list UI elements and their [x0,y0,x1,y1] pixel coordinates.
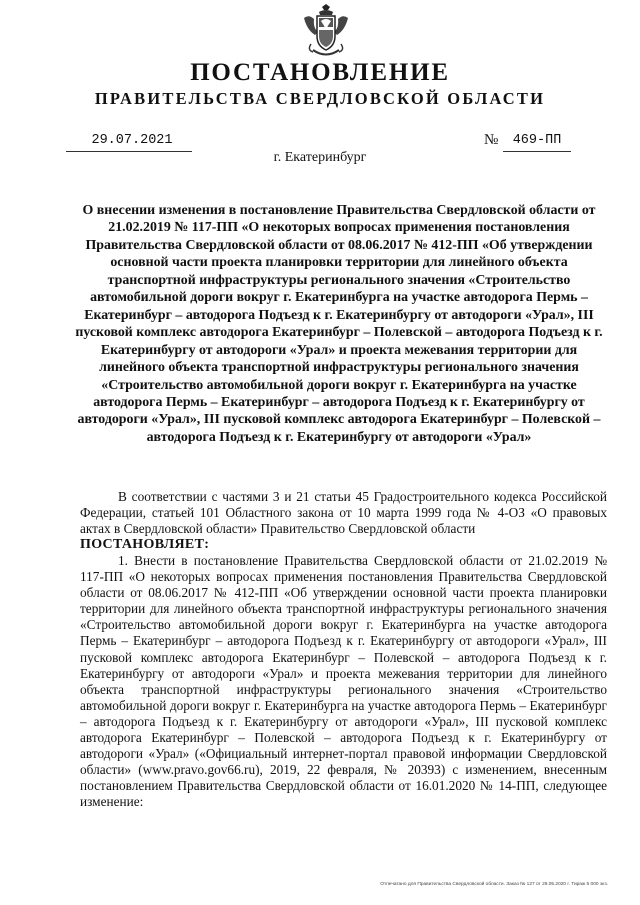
print-footer: Отпечатано для Правительства Свердловской области. Заказ № 127 от 29.05.2020 г. Тираж 5 000 экз. [380,882,608,887]
number-sign: № [484,132,499,148]
coat-of-arms-icon [301,4,351,58]
city-name: г. Екатеринбург [273,150,367,165]
clause-1-paragraph: 1. Внести в постановление Правительства Свердловской области от 21.02.2019 № 117-ПП «О некоторых вопросах применения постановления Правительства Свердловской области от 08.06.2017 № 412-ПП «Об утверждении основной части проекта планировки территории для линейного объекта транспортной инфраструктуры регионального значения «Строительство автомобильной дороги вокруг г. Екатеринбурга на участке автодорога Пермь – Екатеринбург – автодорога Подъезд к г. Екатеринбургу от автодороги «Урал», III пусковой комплекс автодорога Екатеринбург – Полевской – автодорога Подъезд к г. Екатеринбургу от автодороги «Урал» и проекта межевания территории для линейного объекта транспортной инфраструктуры регионального значения «Строительство автомобильной дороги вокруг г. Екатеринбурга на участке автодорога Пермь – Екатеринбург – автодорога Подъезд к г. Екатеринбургу от автодороги «Урал», III пусковой комплекс автодорога Екатеринбург – Полевской – автодорога Подъезд к г. Екатеринбургу от автодороги «Урал» («Официальный интернет-портал правовой информации Свердловской области» (www.pravo.gov66.ru), 2019, 22 февраля, № 20393) с изменением, внесенным постановлением Правительства Свердловской области от 16.01.2020 № 14-ПП, следующее изменение: [80,553,607,810]
issuing-authority: ПРАВИТЕЛЬСТВА СВЕРДЛОВСКОЙ ОБЛАСТИ [94,89,546,108]
preamble-paragraph: В соответствии с частями 3 и 21 статьи 45 Градостроительного кодекса Российской Федерации, статьей 101 Областного закона от 10 марта 1999 года № 4-ОЗ «О правовых актах в Свердловской области» Правительство Свердловской области [80,489,607,536]
document-date: 29.07.2021 [91,133,173,148]
document-heading: О внесении изменения в постановление Правительства Свердловской области от 21.02.2019 № 117-ПП «О некоторых вопросах применения постановления Правительства Свердловской области от 08.06.2017 № 412-ПП «Об утверждении основной части проекта планировки территории для линейного объекта транспортной инфраструктуры регионального значения «Строительство автомобильной дороги вокруг г. Екатеринбурга на участке автодорога Пермь – Екатеринбург – автодорога Подъезд к г. Екатеринбургу от автодороги «Урал», III пусковой комплекс автодорога Екатеринбург – Полевской – автодорога Подъезд к г. Екатеринбургу от автодороги «Урал» и проекта межевания территории для линейного объекта транспортной инфраструктуры регионального значения «Строительство автомобильной дороги вокруг г. Екатеринбурга на участке автодорога Пермь – Екатеринбург – автодорога Подъезд к г. Екатеринбургу от автодороги «Урал», III пусковой комплекс автодорога Екатеринбург – Полевской – автодорога Подъезд к г. Екатеринбургу от автодороги «Урал» [75,203,603,445]
document-number: 469-ПП [512,133,562,148]
document-type-title: ПОСТАНОВЛЕНИЕ [190,59,450,86]
resolves-keyword: ПОСТАНОВЛЯЕТ: [80,537,210,552]
